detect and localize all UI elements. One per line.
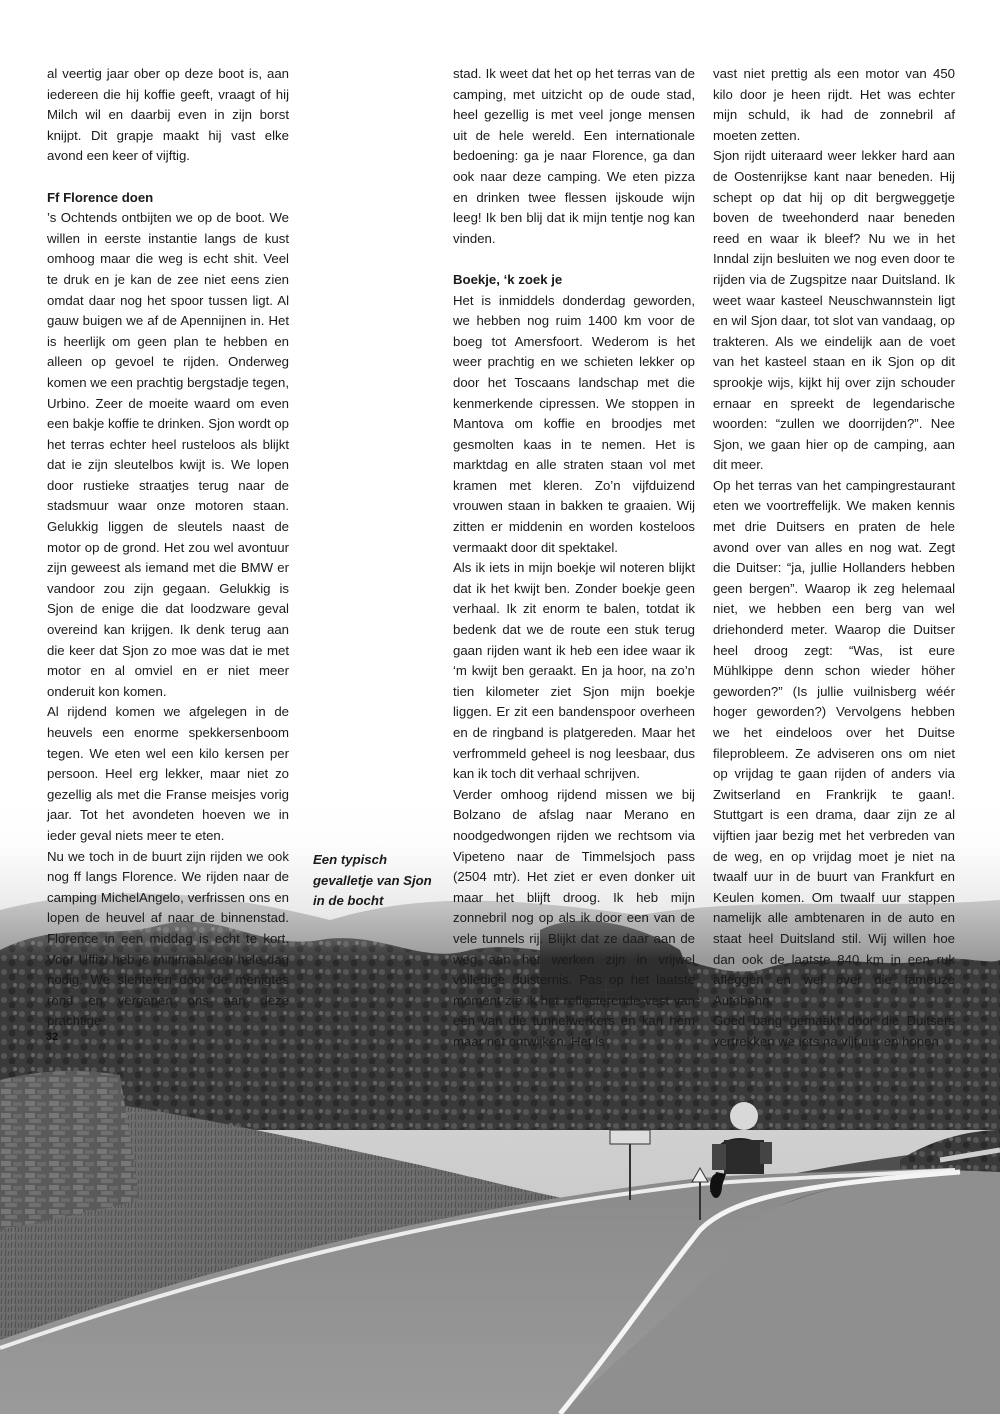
- column1-paragraph-4: Nu we toch in de buurt zijn rijden we ook nog ff langs Florence. We rijden naar de camping MichelAngelo, verfrissen ons en lopen de heuvel af naar de binnenstad. Florence in een middag is echt te kort. Voor Uffizi heb je minimaal een hele dag nodig. We slenteren door de menigtes rond en vergapen ons aan deze prachtige: [47, 848, 289, 1029]
- column1-paragraph-1: al veertig jaar ober op deze boot is, aan iedereen die hij koffie geeft, vraagt of hij Milch wil en daarbij even in zijn borst knijpt. Dit grapje maakt hij vast elke avond een keer of vijftig.: [47, 66, 289, 164]
- article-column-1: [47, 64, 289, 1032]
- column1-paragraph-3: Al rijdend komen we afgelegen in de heuvels een enorme spekkersenboom tegen. We eten wel een kilo kersen per persoon. Heel erg lekker, maar niet zo gezellig als met die Franse meisjes vorig jaar. Tot het avondeten hoeven we in ieder geval niets meer te eten.: [47, 704, 289, 843]
- photo-caption: Een typisch gevalletje van Sjon in de bocht: [313, 852, 432, 909]
- column3-paragraph-4: Goed bang gemaakt door die Duitsers vertrekken we iets na vijf uur en hopen: [713, 1013, 955, 1049]
- section-heading-florence: Ff Florence doen: [47, 189, 154, 205]
- column2-paragraph-2: Het is inmiddels donderdag geworden, we hebben nog ruim 1400 km voor de boeg tot Amersfoort. Wederom is het weer prachtig en we schieten lekker op door het Toscaans landschap met die kenmerkende cipressen. We stoppen in Mantova om koffie en broodjes met gesmolten kaas in te nemen. Het is marktdag en alle straten staan vol met kramen met kleren. Zo’n vijfduizend vrouwen staan in bakken te graaien. Wij zitten er middenin en worden kosteloos vermaakt door dit spektakel.: [453, 292, 695, 555]
- paragraph-spacer: [453, 249, 695, 270]
- column1-paragraph-2: ’s Ochtends ontbijten we op de boot. We willen in eerste instantie langs de kust omhoog maar die weg is echt shit. Veel te druk en je kan de zee niet eens zien omdat daar nog het spoor tussen ligt. Al gauw buigen we af de Apennijnen in. Het is heerlijk om geen plan te hebben en alleen op gevoel te rijden. Onderweg komen we een prachtig bergstadje tegen, Urbino. Zeer de moeite waard om even een bakje koffie te drinken. Sjon wordt op het terras echter heel rusteloos als blijkt dat ie zijn sleutelbos kwijt is. We lopen door rustieke straatjes terug naar de stadsmuur waar onze motoren staan. Gelukkig liggen de sleutels naast de motor op de grond. Het zou wel avontuur zijn geweest als iemand met die BMW er vandoor zou zijn gegaan. Gelukkig is Sjon de enige die dat loodzware geval overeind kan krijgen. Ik denk terug aan die keer dat Sjon zo moe was dat ie met motor en al omviel en er niet meer onderuit kon komen.: [47, 210, 289, 699]
- column2-paragraph-3: Als ik iets in mijn boekje wil noteren blijkt dat ik het kwijt ben. Zonder boekje geen verhaal. Ik zit enorm te balen, totdat ik bedenk dat we de route een stuk terug gaan rijden want ik heb een idee waar ik ‘m kwijt ben geraakt. En ja hoor, na zo’n tien kilometer ziet Sjon mijn boekje liggen. Er zit een bandenspoor overheen en de ringband is platgereden. Maar het verfrommeld geheel is nog leesbaar, dus kan ik toch dit verhaal schrijven.: [453, 560, 695, 782]
- paragraph-spacer: [47, 167, 289, 188]
- column2-paragraph-4: Verder omhoog rijdend missen we bij Bolzano de afslag naar Merano en noodgedwongen rijden we rechtsom via Vipeteno naar de Timmelsjoch pass (2504 mtr). Het ziet er even donker uit maar het blijft droog. Ik heb mijn zonnebril nog op als ik door een van de vele tunnels rij. Blijkt dat ze daar aan de weg aan het werken zijn in vrijwel volledige duisternis. Pas op het laatste moment zie ik het reflecterende vest van een van die tunnelwerkers en kan hem maar net ontwijken. Het is: [453, 786, 695, 1049]
- column3-paragraph-3: Op het terras van het campingrestaurant eten we voortreffelijk. We maken kennis met drie Duitsers en praten de hele avond over van alles en nog wat. Zegt die Duitser: “ja, jullie Hollanders hebben geen bergen”. Waarop ik zeg helemaal niet, we hebben een berg van wel driehonderd meter. Waarop die Duitser heel droog zegt: “Was, ist eure Mühlkippe denn schon wieder höher geworden?” (Is jullie vuilnisberg wéér hoger geworden?) Vervolgens hebben we het eindeloos over het Duitse fileprobleem. Ze adviseren ons om niet op vrijdag te gaan rijden of anders via Zwitserland en Frankrijk te gaan!. Stuttgart is een drama, daar zijn ze al vijftien jaar bezig met het verbreden van de weg, en op vrijdag moet je niet na twaalf uur in de buurt van Frankfurt en Keulen komen. Om twaalf uur stappen namelijk alle ambtenaren in de auto en staat heel Duitsland stil. Wij willen hoe dan ook de laatste 840 km in een ruk afleggen en wel over die fameuze Autobahn.: [713, 477, 955, 1008]
- article-column-2: [453, 64, 695, 1053]
- column3-paragraph-2: Sjon rijdt uiteraard weer lekker hard aan de Oostenrijkse kant naar beneden. Hij schept op dat hij op dit bergweggetje boven de tweehonderd naar beneden reed en waar ik bleef? Nu we in het Inndal zijn besluiten we nog even door te rijden via de Zugspitze naar Duitsland. Ik weet waar kasteel Neuschwannstein ligt en wil Sjon daar, tot slot van vandaag, op trakteren. Als we eindelijk aan de voet van het kasteel staan en ik Sjon op dit sprookje wijs, kijkt hij over zijn schouder ernaar en spreekt de legendarische woorden: “zullen we doorrijden?”. Nee Sjon, we gaan hier op de camping, aan dit meer.: [713, 148, 955, 473]
- column3-paragraph-1: vast niet prettig als een motor van 450 kilo door je heen rijdt. Het was echter mijn schuld, ik had de zonnebril af moeten zetten.: [713, 66, 955, 143]
- page-number: 32: [46, 1031, 59, 1043]
- article-column-3: [713, 64, 955, 1053]
- column2-paragraph-1: stad. Ik weet dat het op het terras van de camping, met uitzicht op de oude stad, heel gezellig is met veel jonge mensen uit de hele wereld. Een internationale bedoening: ga je naar Florence, ga dan ook naar deze camping. We eten pizza en drinken twee flessen ijskoude wijn leeg! Ik ben blij dat ik mijn tentje nog kan vinden.: [453, 66, 695, 246]
- section-heading-boekje: Boekje, ‘k zoek je: [453, 271, 563, 287]
